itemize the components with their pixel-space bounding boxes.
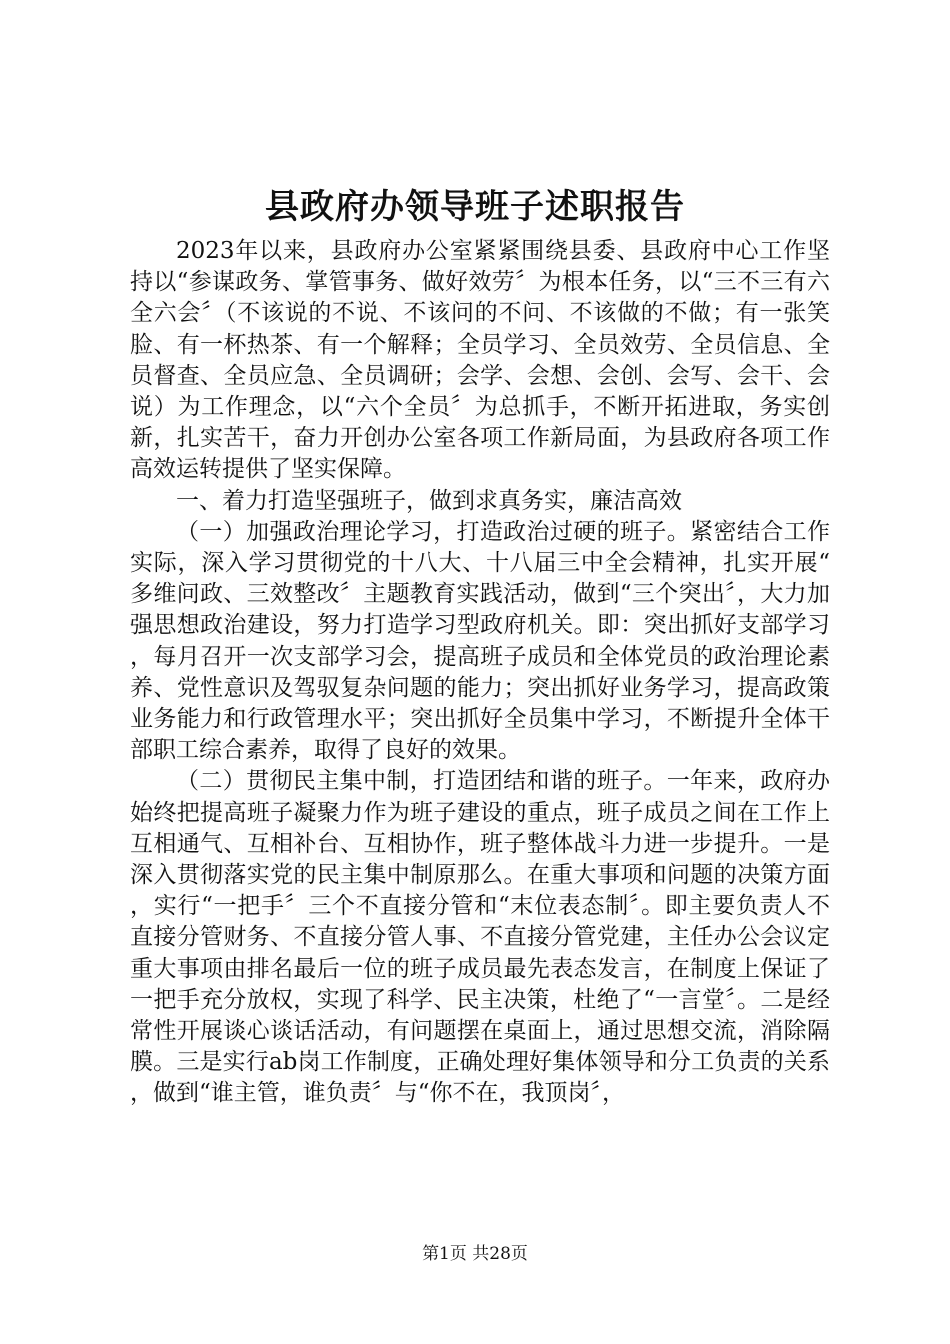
paragraph-intro: 2023年以来，县政府办公室紧紧围绕县委、县政府中心工作坚持以“参谋政务、掌管事务、做好效劳〞为根本任务，以“三不三有六全六会〞（不该说的不说、不该问的不问、不该做的不做；有一张笑脸、有一杯热茶、有一个解释；全员学习、全员效劳、全员信息、全员督查、全员应急、全员调研；会学、会想、会创、会写、会干、会说）为工作理念，以“六个全员〞为总抓手，不断开拓进取，务实创新，扎实苦干，奋力开创办公室各项工作新局面，为县政府各项工作高效运转提供了坚实保障。 [130, 238, 830, 483]
document-title: 县政府办领导班子述职报告 [265, 187, 685, 227]
paragraph-political-study: （一）加强政治理论学习，打造政治过硬的班子。紧密结合工作实际，深入学习贯彻党的十八大、十八届三中全会精神，扎实开展“多维问政、三效整改〞主题教育实践活动，做到“三个突出〞，大力加强思想政治建设，努力打造学习型政府机关。即：突出抓好支部学习，每月召开一次支部学习会，提高班子成员和全体党员的政治理论素养、党性意识及驾驭复杂问题的能力；突出抓好业务学习，提高政策业务能力和行政管理水平；突出抓好全员集中学习，不断提升全体干部职工综合素养，取得了良好的效果。 [130, 518, 830, 764]
section-heading-1: 一、着力打造坚强班子，做到求真务实，廉洁高效 [176, 487, 682, 514]
document-body [130, 236, 830, 1110]
paragraph-democratic-centralism: （二）贯彻民主集中制，打造团结和谐的班子。一年来，政府办始终把提高班子凝聚力作为班子建设的重点，班子成员之间在工作上互相通气、互相补台、互相协作，班子整体战斗力进一步提升。一是深入贯彻落实党的民主集中制原那么。在重大事项和问题的决策方面，实行“一把手〞三个不直接分管和“末位表态制〞。即主要负责人不直接分管财务、不直接分管人事、不直接分管党建，主任办公会议定重大事项由排名最后一位的班子成员最先表态发言，在制度上保证了一把手充分放权，实现了科学、民主决策，杜绝了“一言堂〞。二是经常性开展谈心谈话活动，有问题摆在桌面上，通过思想交流，消除隔膜。三是实行ab岗工作制度，正确处理好集体领导和分工负责的关系，做到“谁主管，谁负责〞与“你不在，我顶岗〞， [130, 768, 830, 1107]
page-footer: 第1页 共28页 [422, 1244, 528, 1264]
